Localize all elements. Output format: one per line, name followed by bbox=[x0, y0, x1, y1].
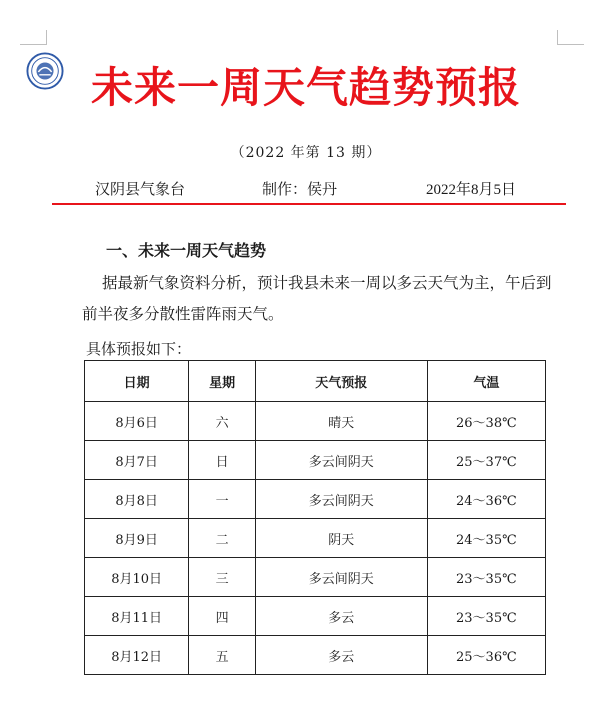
header-weekday: 星期 bbox=[189, 361, 256, 402]
table-row bbox=[85, 441, 546, 480]
cell-date: 8月12日 bbox=[85, 636, 189, 675]
header-date: 日期 bbox=[85, 361, 189, 402]
forecast-summary: 据最新气象资料分析，预计我县未来一周以多云天气为主，午后到前半夜多分散性雷阵雨天气。 bbox=[82, 274, 552, 323]
cell-weather: 多云间阴天 bbox=[255, 441, 427, 480]
table-row bbox=[85, 480, 546, 519]
crop-mark-top-left bbox=[20, 30, 47, 45]
cell-temperature: 23～35℃ bbox=[427, 597, 545, 636]
cell-weather: 阴天 bbox=[255, 519, 427, 558]
cell-temperature: 25～37℃ bbox=[427, 441, 545, 480]
author-credit: 制作：侯丹 bbox=[262, 180, 338, 198]
cell-temperature: 24～36℃ bbox=[427, 480, 545, 519]
cell-date: 8月10日 bbox=[85, 558, 189, 597]
table-row bbox=[85, 402, 546, 441]
cell-temperature: 23～35℃ bbox=[427, 558, 545, 597]
header-temperature: 气温 bbox=[427, 361, 545, 402]
issue-date: 2022年8月5日 bbox=[426, 182, 517, 198]
cell-weekday: 三 bbox=[189, 558, 256, 597]
cell-date: 8月8日 bbox=[85, 480, 189, 519]
cell-weekday: 日 bbox=[189, 441, 256, 480]
cell-weather: 多云间阴天 bbox=[255, 558, 427, 597]
table-row bbox=[85, 558, 546, 597]
cell-weather: 晴天 bbox=[255, 402, 427, 441]
cell-weather: 多云间阴天 bbox=[255, 480, 427, 519]
cell-weather: 多云 bbox=[255, 636, 427, 675]
table-row bbox=[85, 519, 546, 558]
header-divider bbox=[52, 203, 566, 205]
cell-weekday: 六 bbox=[189, 402, 256, 441]
issue-number: （2022 年第 13 期） bbox=[230, 145, 382, 161]
cell-date: 8月11日 bbox=[85, 597, 189, 636]
cell-weekday: 二 bbox=[189, 519, 256, 558]
header-weather: 天气预报 bbox=[255, 361, 427, 402]
cell-date: 8月6日 bbox=[85, 402, 189, 441]
table-header-row bbox=[85, 361, 546, 402]
table-row bbox=[85, 636, 546, 675]
table-row bbox=[85, 597, 546, 636]
cell-temperature: 25～36℃ bbox=[427, 636, 545, 675]
cell-temperature: 24～35℃ bbox=[427, 519, 545, 558]
cell-weather: 多云 bbox=[255, 597, 427, 636]
cell-weekday: 五 bbox=[189, 636, 256, 675]
cell-date: 8月7日 bbox=[85, 441, 189, 480]
organization-name: 汉阴县气象台 bbox=[95, 180, 186, 198]
crop-mark-top-right bbox=[557, 30, 584, 45]
cell-date: 8月9日 bbox=[85, 519, 189, 558]
cell-weekday: 四 bbox=[189, 597, 256, 636]
cell-temperature: 26～38℃ bbox=[427, 402, 545, 441]
section-heading: 一、未来一周天气趋势 bbox=[106, 241, 267, 260]
report-title: 未来一周天气趋势预报 bbox=[90, 63, 521, 112]
forecast-table bbox=[84, 360, 546, 675]
cell-weekday: 一 bbox=[189, 480, 256, 519]
table-intro: 具体预报如下： bbox=[86, 340, 192, 358]
